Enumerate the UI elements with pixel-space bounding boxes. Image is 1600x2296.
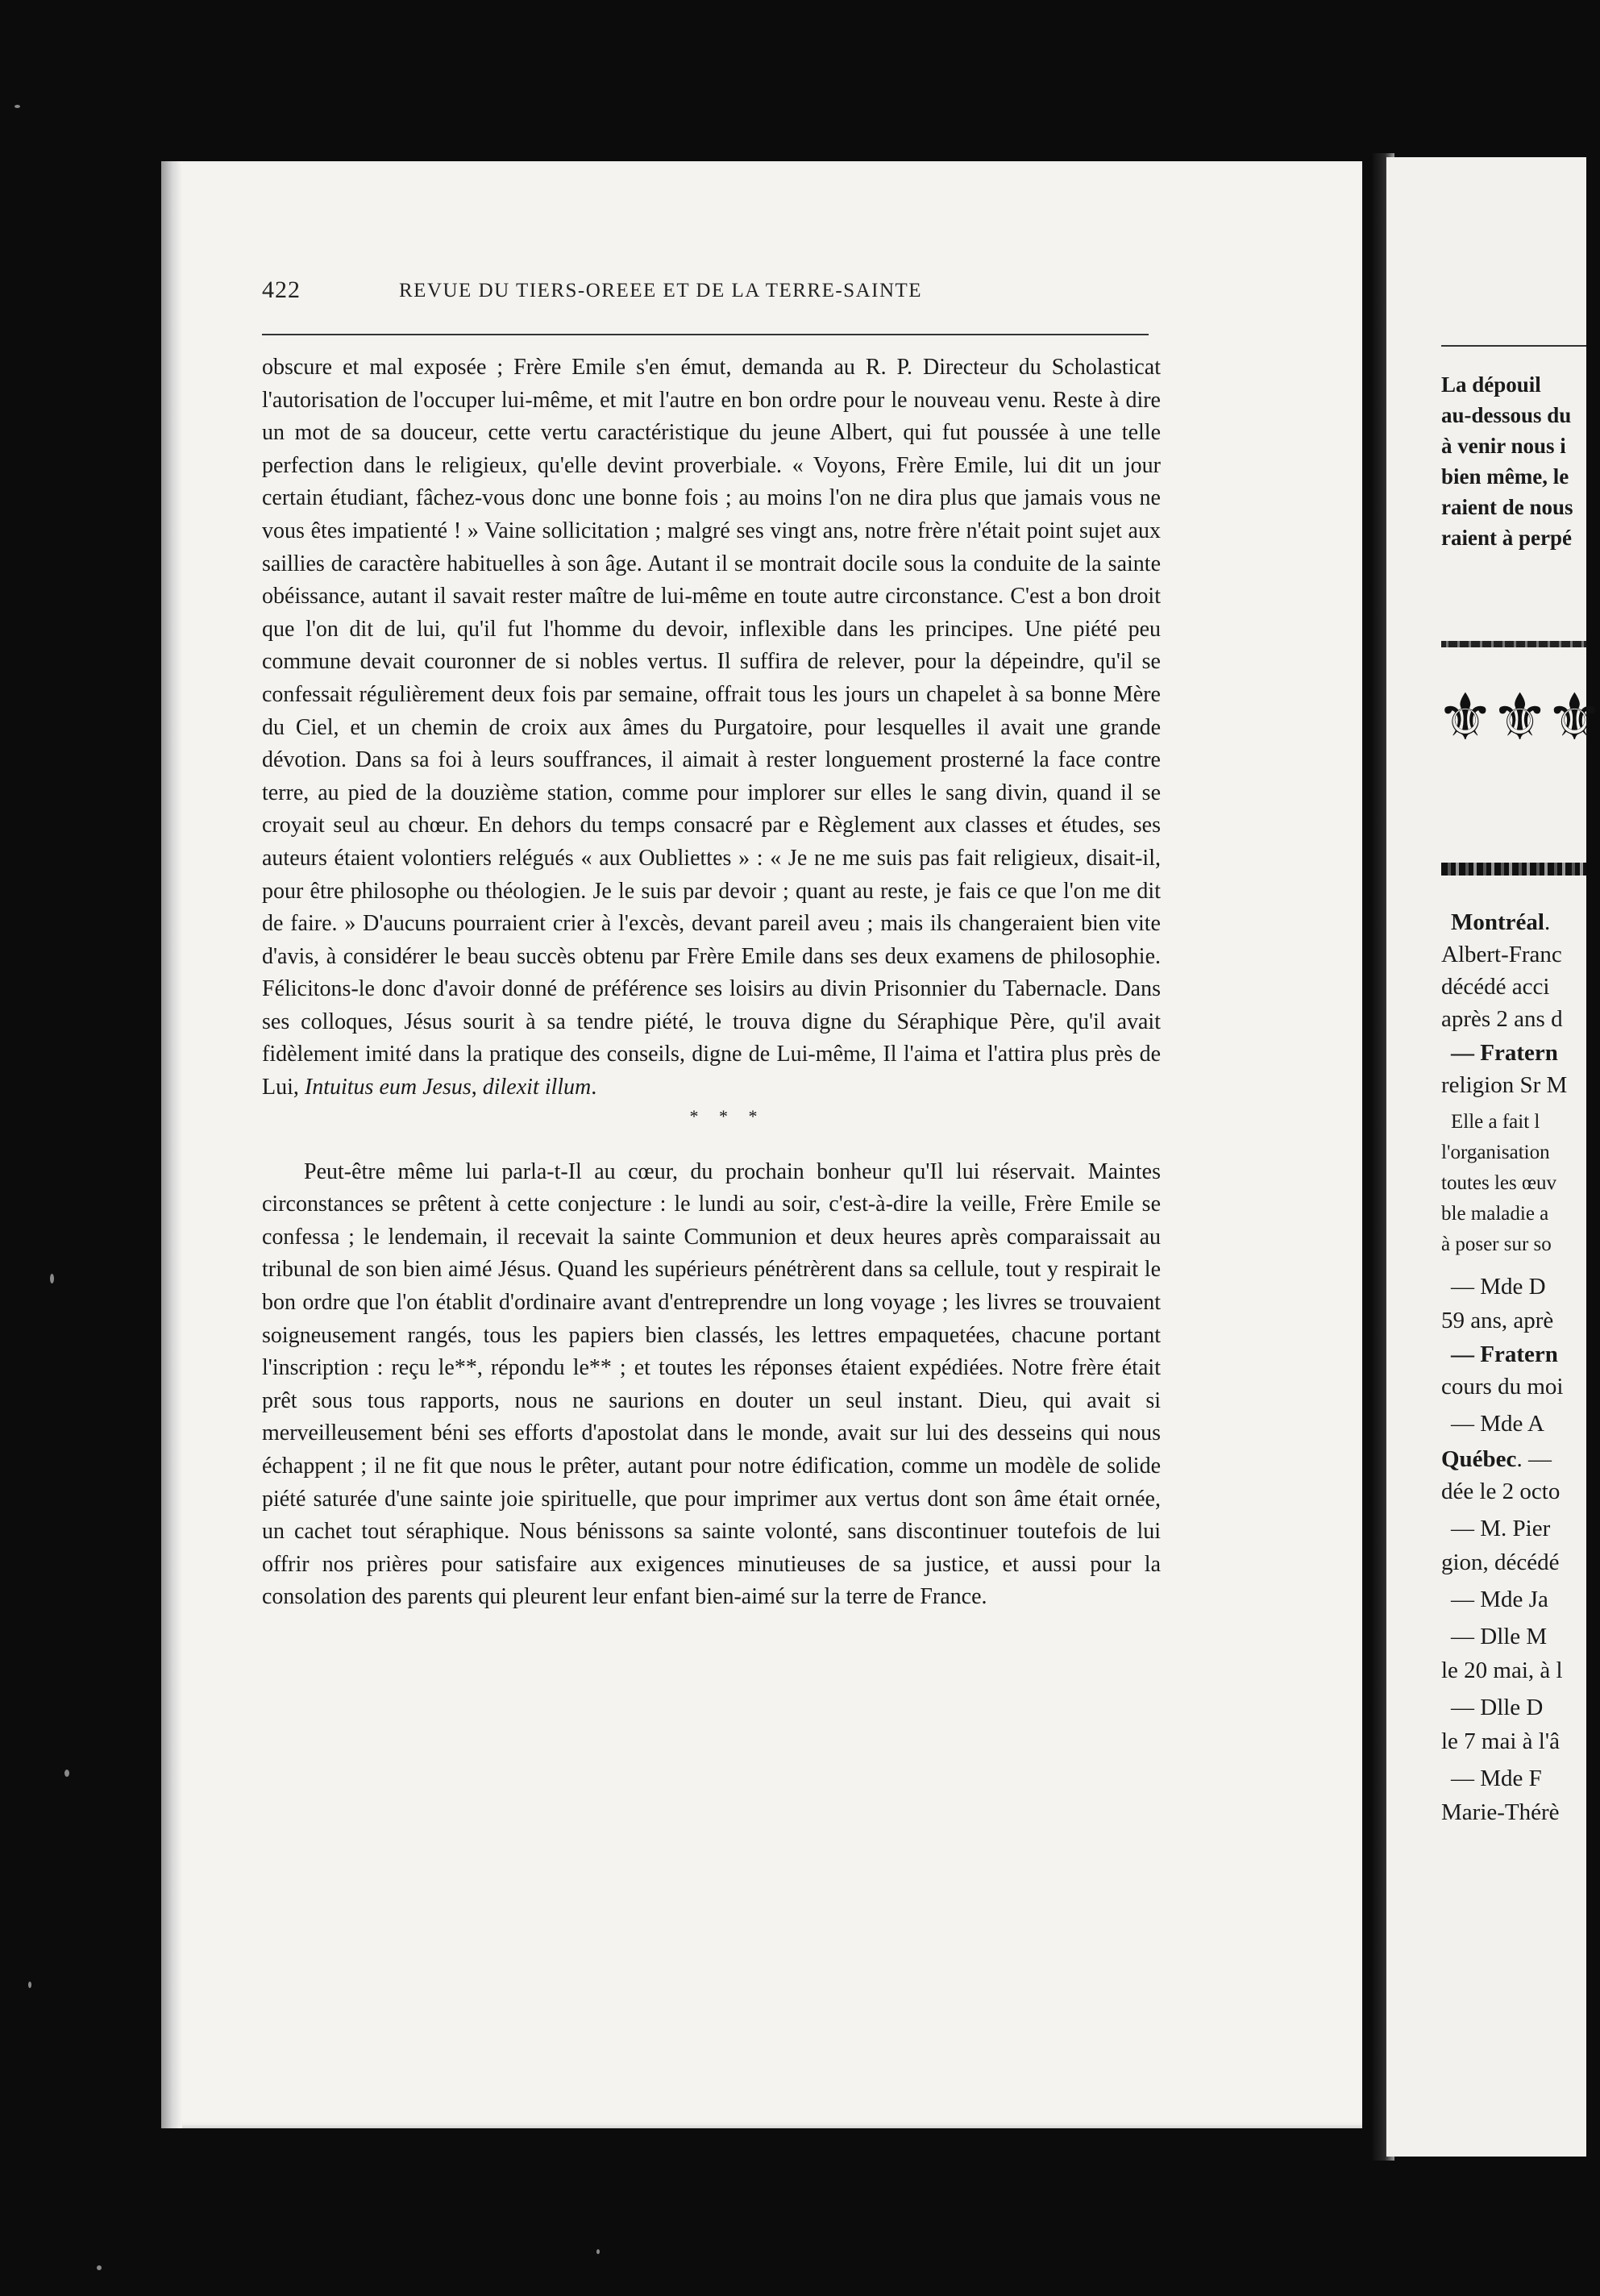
- right-line: Québec. —: [1441, 1446, 1552, 1472]
- right-line: décédé acci: [1441, 974, 1550, 1000]
- right-line: Albert-Franc: [1441, 942, 1562, 967]
- right-line: raient à perpé: [1441, 526, 1572, 550]
- right-line: ble maladie a: [1441, 1203, 1549, 1225]
- right-line: dée le 2 octo: [1441, 1479, 1561, 1504]
- ornament-band: [1441, 641, 1586, 647]
- asterism: * * *: [689, 1105, 766, 1126]
- right-line: raient de nous: [1441, 495, 1573, 519]
- right-line: au-dessous du: [1441, 403, 1572, 427]
- right-line: Elle a fait l: [1451, 1111, 1540, 1133]
- header-rule: [262, 334, 1149, 335]
- latin-separator: ,: [471, 1075, 483, 1100]
- right-line: à poser sur so: [1441, 1233, 1552, 1255]
- running-head: [262, 277, 1092, 312]
- journal-title: REVUE DU TIERS-OREEE ET DE LA TERRE-SAINTE: [399, 280, 923, 302]
- right-line: le 20 mai, à l: [1441, 1658, 1563, 1683]
- right-line: 59 ans, aprè: [1441, 1308, 1554, 1333]
- right-line: — Mde D: [1451, 1274, 1546, 1300]
- right-line: — Mde Ja: [1451, 1587, 1548, 1612]
- right-page-lower-text: [1441, 909, 1586, 1974]
- right-line: le 7 mai à l'â: [1441, 1728, 1560, 1754]
- right-header-rule: [1441, 345, 1586, 347]
- right-line: — Fratern: [1451, 1341, 1558, 1367]
- scan-speck: [28, 1982, 31, 1988]
- right-line: — M. Pier: [1451, 1516, 1551, 1541]
- right-line: — Fratern: [1451, 1040, 1558, 1066]
- paragraph-1-text: obscure et mal exposée ; Frère Emile s'en émut, demanda au R. P. Directeur du Scholasticat l'autorisation de l'occuper lui-même, et mit l'autre en bon ordre pour le nouveau venu. Reste à dire un mot de sa douceur, cette vertu caractéristique du jeune Albert, qui fut poussée à une telle perfection dans le religieux, qu'elle devint proverbiale. « Voyons, Frère Emile, lui dit un jour certain étudiant, fâchez-vous donc une bonne fois ; au moins l'on ne dira plus que jamais vous ne vous êtes impatienté ! » Vaine sollicitation ; malgré ses vingt ans, notre frère n'était point sujet aux saillies de caractère habituelles à son âge. Autant il se montrait docile sous la conduite de la sainte obéissance, autant il savait rester maître de lui-même en toute autre circonstance. C'est a bon droit que l'on dit de lui, qu'il fut l'homme du devoir, inflexible dans les principes. Une piété peu commune devait couronner de si nobles vertus. Il suffira de relever, pour la dépeindre, qu'il se confessait régulièrement deux fois par semaine, offrait tous les jours un chapelet à sa bonne Mère du Ciel, et un chemin de croix aux âmes du Purgatoire, pour lesquelles il avait une grande dévotion. Dans sa foi à leurs souffrances, il aimait à rester longuement prosterné la face contre terre, au pied de la douzième station, comme pour implorer sur elles le sang divin, quand il se croyait seul au chœur. En dehors du temps consacré par e Règlement aux classes et études, ses auteurs étaient volontiers relégués « aux Oubliettes » : « Je ne me suis pas fait religieux, disait-il, pour être philosophe ou théologien. Je le suis par devoir ; quant au reste, je fais ce que l'on me dit de faire. » D'aucuns pourraient crier à l'excès, devant pareil aveu ; mais ils changeraient bien vite d'avis, à considérer le beau succès obtenu par Frère Emile dans ses deux examens de philosophie. Félicitons-le donc d'avoir donné de préférence ses loisirs au divin Prisonnier du Tabernacle. Dans ses colloques, Jésus sourit à sa tendre piété, le trouva digne du Séraphique Père, qu'il avait fidèlement imité dans la pratique des conseils, digne de Lui-même, Il l'aima et l'attira plus près de Lui,: [262, 355, 1161, 1100]
- latin-quote-1: Intuitus eum Jesus: [304, 1075, 472, 1100]
- right-line: cours du moi: [1441, 1374, 1564, 1400]
- paragraph-2: Peut-être même lui parla-t-Il au cœur, du prochain bonheur qu'Il lui réservait. Maintes circonstances se prêtent à cette conjecture : le lundi au soir, c'est-à-dire la veille, Frère Emile se confessa ; le lendemain, il recevait la sainte Communion et deux heures après comparaissait au tribunal de son bien aimé Jésus. Quand les supérieurs pénétrèrent dans sa cellule, tout y respirait le bon ordre que l'on établit d'ordinaire avant d'entreprendre un long voyage ; les livres se trouvaient soigneusement rangés, tous les papiers bien classés, les lettres empaquetées, chacune portant l'inscription : reçu le**, répondu le** ; et toutes les réponses étaient expédiées. Notre frère était prêt sous tous rapports, nous ne saurions en douter un seul instant. Dieu, qui avait si merveilleusement béni ses efforts d'apostolat dans le monde, avait sur lui des desseins qui nous échappent ; il ne fit que nous le prêter, autant pour notre édification, comme un modèle de solide piété saturée d'une sainte joie spirituelle, que pour imprimer aux vertus dont son âme était ornée, un cachet tout séraphique. Nous bénissons sa sainte volonté, sans discontinuer toutefois de lui offrir nos prières pour satisfaire aux exigences minutieuses de sa justice, et aussi pour la consolation des parents qui pleurent leur enfant bien-aimé sur la terre de France.: [262, 1158, 1161, 1610]
- scan-speck: [15, 105, 20, 108]
- page-gutter-shadow: [161, 161, 182, 2128]
- right-line: Marie-Thérè: [1441, 1799, 1560, 1825]
- scan-speck: [596, 2249, 600, 2254]
- right-line: bien même, le: [1441, 464, 1569, 489]
- right-line: après 2 ans d: [1441, 1006, 1563, 1032]
- right-line: — Mde A: [1451, 1411, 1544, 1437]
- ornament-band: [1441, 863, 1586, 876]
- right-line: l'organisation: [1441, 1142, 1550, 1163]
- right-line: — Mde F: [1451, 1766, 1542, 1791]
- fleuron-ornament: ⚜⚜⚜: [1436, 680, 1600, 755]
- scan-speck: [97, 2265, 102, 2270]
- paragraph-1-end: .: [591, 1075, 597, 1100]
- article-body: [262, 351, 1161, 1614]
- right-line: religion Sr M: [1441, 1072, 1568, 1098]
- right-line: — Dlle M: [1451, 1624, 1548, 1649]
- latin-quote-2: dilexit illum: [482, 1075, 592, 1100]
- paragraph-1: [262, 351, 1161, 1104]
- right-line: à venir nous i: [1441, 434, 1566, 458]
- right-line: Montréal.: [1451, 909, 1551, 935]
- right-line: toutes les œuv: [1441, 1172, 1557, 1194]
- scan-speck: [50, 1274, 54, 1283]
- right-line: gion, décédé: [1441, 1549, 1560, 1575]
- scan-speck: [64, 1770, 69, 1777]
- right-line: La dépouil: [1441, 372, 1541, 397]
- right-line: — Dlle D: [1451, 1695, 1544, 1720]
- page-number: 422: [262, 277, 301, 303]
